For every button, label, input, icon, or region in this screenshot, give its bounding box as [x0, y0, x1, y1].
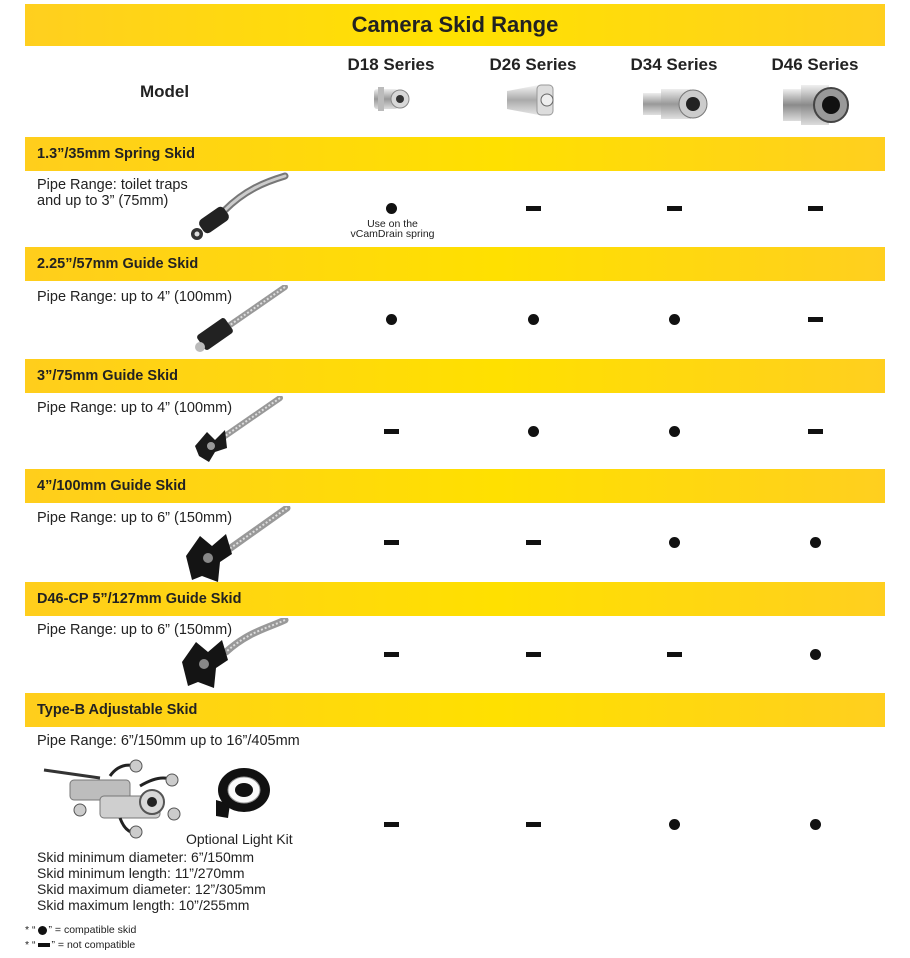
series-name: D26 Series [489, 55, 577, 74]
guide-skid-75mm-image [185, 396, 285, 468]
series-header-d34 [614, 55, 734, 134]
spring-note: Use on the vCamDrain spring [350, 218, 435, 240]
d26-camera-icon [503, 81, 563, 121]
d46-camera-icon [779, 81, 851, 131]
guide-skid-100mm-image [180, 506, 292, 590]
spec-min-diameter: Skid minimum diameter: 6”/150mm [37, 849, 255, 865]
compat-d18-57mm [371, 309, 411, 329]
dash-symbol-icon [38, 943, 50, 947]
section-title: 4”/100mm Guide Skid [37, 478, 187, 494]
title-banner [25, 4, 885, 46]
spec-max-length: Skid maximum length: 10”/255mm [37, 897, 250, 913]
section-header-75mm-guide-skid [25, 359, 885, 393]
compat-d34-type-b [654, 814, 694, 834]
series-header-d18 [331, 55, 451, 122]
guide-skid-127mm-image [178, 618, 290, 692]
compat-d26-127mm [513, 644, 553, 664]
compat-d18-75mm [371, 421, 411, 441]
section-header-spring-skid [25, 137, 885, 171]
compat-d46-57mm [795, 309, 835, 329]
pipe-range-text: Pipe Range: 6”/150mm up to 16”/405mm [37, 733, 300, 749]
section-title: 2.25”/57mm Guide Skid [37, 256, 199, 272]
series-name: D18 Series [347, 55, 435, 74]
spring-skid-image [185, 172, 290, 244]
pipe-range-text: Pipe Range: up to 4” (100mm) [37, 400, 233, 416]
compat-d34-127mm [654, 644, 694, 664]
legend-not-compatible-text: = not compatible [57, 939, 136, 951]
section-header-100mm-guide-skid [25, 469, 885, 503]
compat-d26-100mm [513, 532, 553, 552]
series-header-d46 [755, 55, 875, 136]
compat-d26-57mm [513, 309, 553, 329]
pipe-range-text: Pipe Range: up to 6” (150mm) [37, 510, 233, 526]
d18-camera-icon [366, 81, 416, 117]
type-b-skid-image [40, 756, 188, 842]
compat-d34-57mm [654, 309, 694, 329]
dot-symbol-icon [38, 926, 47, 935]
section-header-type-b-skid [25, 693, 885, 727]
compat-d46-75mm [795, 421, 835, 441]
compat-d26-type-b [513, 814, 553, 834]
compat-d18-100mm [371, 532, 411, 552]
compat-d46-127mm [795, 644, 835, 664]
legend-compatible-text: = compatible skid [54, 924, 137, 936]
section-title: 3”/75mm Guide Skid [37, 368, 179, 384]
pipe-range-text: Pipe Range: up to 6” (150mm) [37, 622, 233, 638]
guide-skid-57mm-image [190, 285, 290, 357]
compat-d34-spring [654, 198, 694, 218]
series-header-d26 [473, 55, 593, 126]
legend-compatible: * “ ” = compatible skid [25, 924, 137, 936]
compat-d46-type-b [795, 814, 835, 834]
light-kit-image [210, 764, 272, 824]
section-title: D46-CP 5”/127mm Guide Skid [37, 591, 242, 607]
compat-d46-spring [795, 198, 835, 218]
d34-camera-icon [639, 81, 709, 129]
compat-d26-spring [513, 198, 553, 218]
pipe-range-text: Pipe Range: toilet traps and up to 3” (75mm) [37, 177, 188, 209]
page-title: Camera Skid Range [351, 12, 559, 37]
section-title: 1.3”/35mm Spring Skid [37, 146, 195, 162]
model-column-header: Model [140, 82, 190, 101]
compat-d34-100mm [654, 532, 694, 552]
compat-d34-75mm [654, 421, 694, 441]
compat-d18-127mm [371, 644, 411, 664]
section-title: Type-B Adjustable Skid [37, 702, 198, 718]
compat-d18-spring [371, 198, 411, 218]
section-header-127mm-guide-skid [25, 582, 885, 616]
spec-max-diameter: Skid maximum diameter: 12”/305mm [37, 881, 266, 897]
pipe-range-text: Pipe Range: up to 4” (100mm) [37, 289, 233, 305]
series-name: D46 Series [771, 55, 859, 74]
compat-d26-75mm [513, 421, 553, 441]
compat-d46-100mm [795, 532, 835, 552]
compat-d18-type-b [371, 814, 411, 834]
series-name: D34 Series [630, 55, 718, 74]
legend-not-compatible: * “ ” = not compatible [25, 939, 136, 951]
light-kit-label: Optional Light Kit [186, 831, 293, 847]
spec-min-length: Skid minimum length: 11”/270mm [37, 865, 245, 881]
section-header-57mm-guide-skid [25, 247, 885, 281]
